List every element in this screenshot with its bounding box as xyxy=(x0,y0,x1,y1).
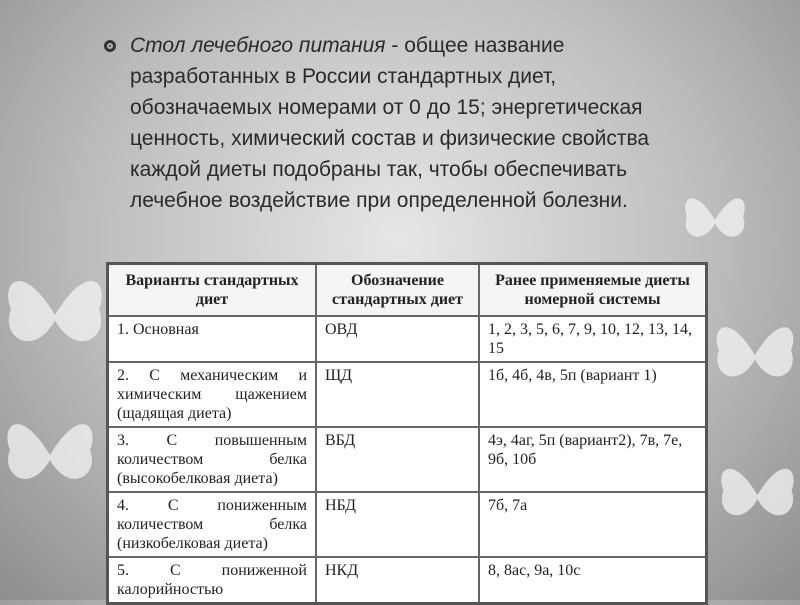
butterfly-decoration xyxy=(680,180,750,260)
header-designation: Обозначение стандартных диет xyxy=(316,264,479,317)
intro-term: Стол лечебного питания xyxy=(130,34,386,57)
diet-table xyxy=(106,262,708,605)
table-row xyxy=(108,492,707,557)
header-variant: Варианты стандартных диет xyxy=(108,264,317,317)
old-diets-cell: 7б, 7а xyxy=(479,492,707,557)
designation-cell: НБД xyxy=(316,492,479,557)
old-diets-cell: 1б, 4б, 4в, 5п (вариант 1) xyxy=(479,362,707,427)
table-row xyxy=(108,557,707,604)
variant-cell: 2. С механическим и химическим щажением (щадящая диета) xyxy=(108,362,317,427)
designation-cell: ЩД xyxy=(316,362,479,427)
butterfly-decoration xyxy=(0,250,110,380)
intro-paragraph xyxy=(130,30,690,216)
designation-cell: ВБД xyxy=(316,427,479,492)
old-diets-cell: 4э, 4аг, 5п (вариант2), 7в, 7е, 9б, 10б xyxy=(479,427,707,492)
butterfly-decoration xyxy=(715,440,800,550)
old-diets-cell: 8, 8ас, 9а, 10с xyxy=(479,557,707,604)
variant-cell: 4. С пониженным количеством белка (низкобелковая диета) xyxy=(108,492,317,557)
bullet-icon xyxy=(104,40,116,52)
table-row xyxy=(108,316,707,362)
old-diets-cell: 1, 2, 3, 5, 6, 7, 9, 10, 12, 13, 14, 15 xyxy=(479,316,707,362)
variant-cell: 3. С повышенным количеством белка (высокобелковая диета) xyxy=(108,427,317,492)
variant-cell: 1. Основная xyxy=(108,316,317,362)
table-row xyxy=(108,362,707,427)
table-header-row xyxy=(108,264,707,317)
header-old-diets: Ранее применяемые диеты номерной системы xyxy=(479,264,707,317)
designation-cell: ОВД xyxy=(316,316,479,362)
designation-cell: НКД xyxy=(316,557,479,604)
table-row xyxy=(108,427,707,492)
butterfly-decoration xyxy=(710,300,800,410)
variant-cell: 5. С пониженной калорийностью xyxy=(108,557,317,604)
intro-text: - общее название разработанных в России стандартных диет, обозначаемых номерами от 0 до 15; энергетическая ценность, химический состав и физические свойства каждой диеты подобраны так, чтобы обеспечивать лечебное воздействие при определенной болезни. xyxy=(130,34,650,212)
butterfly-decoration xyxy=(0,400,100,510)
